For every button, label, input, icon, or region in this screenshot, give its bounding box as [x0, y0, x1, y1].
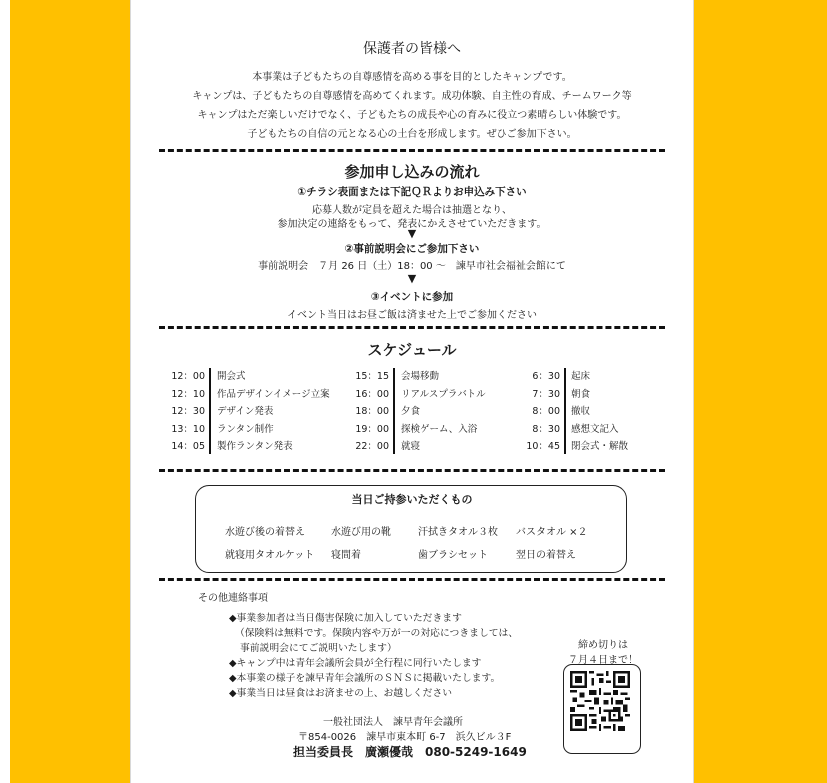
schedule-event: 感想文記入	[571, 423, 619, 435]
schedule-event: 撤収	[571, 406, 591, 417]
flow-title: 参加申し込みの流れ	[344, 163, 480, 181]
schedule-time: 6：30	[532, 371, 560, 382]
schedule-time: 19：00	[355, 423, 389, 435]
flyer-page	[131, 8, 693, 778]
flow-step-1-line-2: 参加決定の連絡をもって、発表にかえさせていただきます。	[277, 219, 547, 230]
schedule-column-bar	[209, 368, 211, 454]
flow-step-1: ①チラシ表面または下記ＱＲよりお申込み下さい	[297, 186, 527, 198]
schedule-event: 起床	[571, 371, 591, 382]
schedule-time: 22：00	[355, 441, 389, 452]
divider	[159, 149, 665, 152]
deadline-line-2: ７月４日まで！	[568, 655, 638, 666]
schedule-event: 会場移動	[401, 371, 440, 382]
footer-address: 〒854-0026 諫早市東本町 6-7 浜久ビル３F	[298, 732, 512, 743]
schedule-time: 14：05	[171, 441, 205, 452]
notes-heading: その他連絡事項	[198, 593, 268, 604]
intro-line-2: キャンプは、子どもたちの自尊感情を高めてくれます。成功体験、自主性の育成、チームワーク等	[192, 91, 632, 102]
note-item: 事前説明会にてご説明いたします）	[240, 643, 397, 654]
note-item: （保険料は無料です。保険内容や万が一の対応につきましては、	[235, 628, 519, 639]
intro-title: 保護者の皆様へ	[363, 41, 461, 57]
right-yellow-band	[694, 0, 827, 783]
schedule-event: リアルスプラバトル	[401, 388, 486, 400]
schedule-time: 12：30	[171, 406, 205, 417]
flow-step-3: ③イベントに参加	[370, 291, 454, 303]
flow-arrow-1: ▼	[407, 227, 417, 240]
schedule-column-bar	[393, 368, 395, 454]
qr-code-icon[interactable]	[570, 671, 630, 731]
flow-arrow-2: ▼	[407, 272, 417, 285]
schedule-event: デザイン発表	[217, 406, 274, 417]
flow-step-2: ②事前説明会にご参加下さい	[344, 243, 480, 255]
schedule-time: 12：00	[171, 371, 205, 382]
flow-step-3-line: イベント当日はお昼ご飯は済ませた上でご参加ください	[287, 310, 537, 321]
schedule-event: 探検ゲーム、入浴	[401, 423, 478, 435]
page-border-right	[693, 0, 694, 783]
schedule-time: 10：45	[526, 441, 560, 452]
belonging-item: 寝間着	[331, 550, 361, 561]
schedule-title: スケジュール	[367, 341, 457, 359]
note-item: ◆本事業の様子を諫早青年会議所のＳＮＳに掲載いたします。	[229, 673, 501, 684]
belonging-item: バスタオル ×２	[516, 527, 588, 538]
note-item: ◆事業参加者は当日傷害保険に加入していただきます	[229, 613, 462, 624]
left-yellow-band	[10, 0, 130, 783]
schedule-event: 朝食	[571, 388, 591, 400]
belonging-item: 水遊び後の着替え	[225, 527, 305, 538]
divider	[159, 469, 665, 472]
schedule-event: 就寝	[401, 441, 421, 452]
schedule-time: 13：10	[171, 423, 205, 435]
footer-contact: 担当委員長 廣瀬優哉 080-5249-1649	[293, 745, 527, 759]
note-item: ◆事業当日は昼食はお済ませの上、お越しください	[229, 688, 453, 699]
note-item: ◆キャンプ中は青年会議所会員が全行程に同行いたします	[229, 658, 482, 669]
belonging-item: 汗拭きタオル３枚	[418, 527, 498, 538]
belongings-title: 当日ご持参いただくもの	[351, 493, 473, 506]
schedule-time: 12：10	[171, 388, 205, 400]
deadline-line-1: 締め切りは	[578, 640, 628, 651]
schedule-event: 夕食	[401, 406, 421, 417]
schedule-event: 製作ランタン発表	[217, 441, 293, 452]
schedule-event: 閉会式・解散	[571, 441, 629, 452]
schedule-event: 作品デザインイメージ立案	[217, 388, 330, 400]
intro-line-3: キャンプはただ楽しいだけでなく、子どもたちの成長や心の育みに役立つ素晴らしい体験です。	[197, 110, 627, 121]
belonging-item: 就寝用タオルケット	[225, 550, 315, 561]
schedule-time: 8：30	[532, 423, 560, 435]
schedule-time: 16：00	[355, 388, 389, 400]
flow-step-2-line: 事前説明会 ７月 26 日（土）18：00 ～ 諫早市社会福祉会館にて	[258, 261, 566, 272]
flow-step-1-line-1: 応募人数が定員を超えた場合は抽選となり、	[312, 205, 512, 216]
intro-line-4: 子どもたちの自信の元となる心の土台を形成します。ぜひご参加下さい。	[247, 129, 577, 140]
belonging-item: 翌日の着替え	[516, 550, 576, 561]
schedule-event: ランタン制作	[217, 423, 274, 435]
schedule-time: 7：30	[532, 388, 560, 400]
belonging-item: 水遊び用の靴	[331, 527, 391, 538]
schedule-time: 8：00	[532, 406, 560, 417]
schedule-event: 開会式	[217, 371, 246, 382]
footer-org: 一般社団法人 諫早青年会議所	[323, 717, 463, 728]
belonging-item: 歯ブラシセット	[418, 550, 488, 561]
intro-line-1: 本事業は子どもたちの自尊感情を高める事を目的としたキャンプです。	[252, 72, 572, 83]
schedule-column-bar	[564, 368, 566, 454]
divider	[159, 326, 665, 329]
schedule-time: 15：15	[355, 371, 389, 382]
schedule-time: 18：00	[355, 406, 389, 417]
divider	[159, 578, 665, 581]
